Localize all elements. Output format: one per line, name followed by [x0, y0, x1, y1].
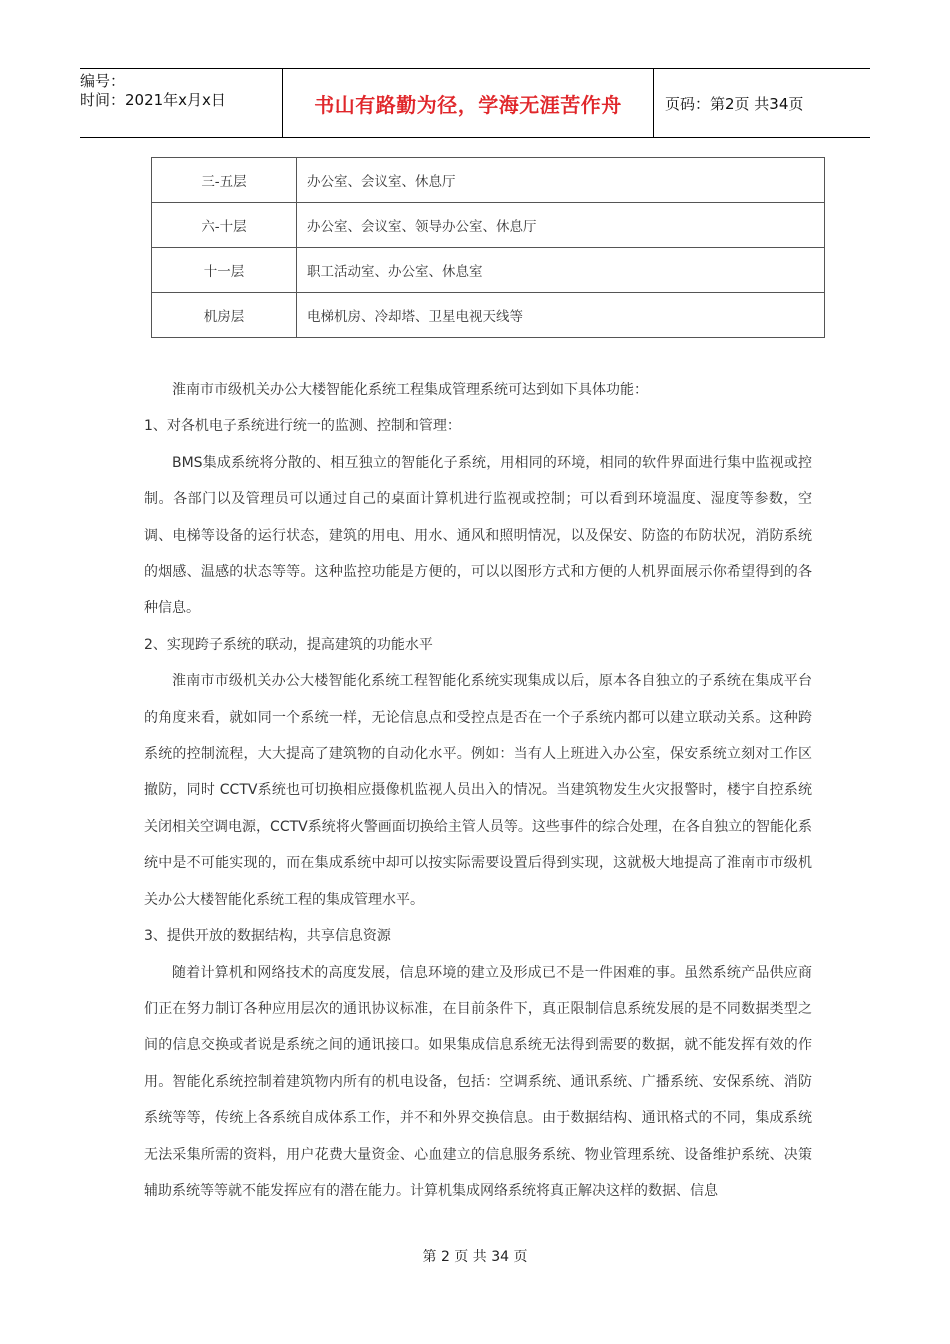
- header-page-info-cell: [654, 69, 870, 137]
- floor-cell: 十一层: [152, 248, 297, 293]
- usage-cell: 电梯机房、冷却塔、卫星电视天线等: [297, 293, 825, 338]
- section-heading-2: 2、实现跨子系统的联动，提高建筑的功能水平: [144, 636, 433, 653]
- intro-paragraph: 淮南市市级机关办公大楼智能化系统工程集成管理系统可达到如下具体功能：: [172, 382, 648, 398]
- page-header: [80, 68, 870, 138]
- table-row: [152, 293, 825, 338]
- usage-cell: 办公室、会议室、领导办公室、休息厅: [297, 203, 825, 248]
- time-label: 时间：2021年x月x日: [80, 91, 226, 109]
- usage-cell: 职工活动室、办公室、休息室: [297, 248, 825, 293]
- page-footer: 第 2 页 共 34 页: [422, 1249, 528, 1265]
- table-row: [152, 158, 825, 203]
- floor-cell: 六-十层: [152, 203, 297, 248]
- paragraph-3: 随着计算机和网络技术的高度发展，信息环境的建立及形成已不是一件困难的事。虽然系统产品供应商们正在努力制订各种应用层次的通讯协议标准，在目前条件下，真正限制信息系统发展的是不同数据类型之间的信息交换或者说是系统之间的通讯接口。如果集成信息系统无法得到需要的数据，就不能发挥有效的作用。智能化系统控制着建筑物内所有的机电设备，包括：空调系统、通讯系统、广播系统、安保系统、消防系统等等，传统上各系统自成体系工作，并不和外界交换信息。由于数据结构、通讯格式的不同，集成系统无法采集所需的资料，用户花费大量资金、心血建立的信息服务系统、物业管理系统、设备维护系统、决策辅助系统等等就不能发挥应有的潜在能力。计算机集成网络系统将真正解决这样的数据、信息: [144, 964, 812, 1199]
- header-motto-cell: [282, 69, 654, 137]
- code-label: 编号：: [80, 72, 126, 90]
- section-heading-3: 3、提供开放的数据结构，共享信息资源: [144, 928, 391, 945]
- header-meta: [80, 69, 282, 137]
- table-row: [152, 248, 825, 293]
- table-row: [152, 203, 825, 248]
- paragraph-1: BMS集成系统将分散的、相互独立的智能化子系统，用相同的环境，相同的软件界面进行集中监视或控制。各部门以及管理员可以通过自己的桌面计算机进行监视或控制；可以看到环境温度、湿度等参数，空调、电梯等设备的运行状态，建筑的用电、用水、通风和照明情况，以及保安、防盗的布防状况，消防系统的烟感、温感的状态等等。这种监控功能是方便的，可以以图形方式和方便的人机界面展示你希望得到的各种信息。: [144, 454, 812, 617]
- motto: 书山有路勤为径，学海无涯苦作舟: [314, 92, 622, 117]
- section-heading-1: 1、对各机电子系统进行统一的监测、控制和管理：: [144, 418, 461, 435]
- floor-cell: 三-五层: [152, 158, 297, 203]
- floor-cell: 机房层: [152, 293, 297, 338]
- paragraph-2: 淮南市市级机关办公大楼智能化系统工程智能化系统实现集成以后，原本各自独立的子系统在集成平台的角度来看，就如同一个系统一样，无论信息点和受控点是否在一个子系统内都可以建立联动关系。这种跨系统的控制流程，大大提高了建筑物的自动化水平。例如：当有人上班进入办公室，保安系统立刻对工作区撤防，同时 CCTV系统也可切换相应摄像机监视人员出入的情况。当建筑物发生火灾报警时，楼宇自控系统关闭相关空调电源，CCTV系统将火警画面切换给主管人员等。这些事件的综合处理，在各自独立的智能化系统中是不可能实现的，而在集成系统中却可以按实际需要设置后得到实现，这就极大地提高了淮南市市级机关办公大楼智能化系统工程的集成管理水平。: [144, 673, 812, 908]
- floor-usage-table: [151, 157, 825, 338]
- body-text: [144, 372, 812, 1209]
- usage-cell: 办公室、会议室、休息厅: [297, 158, 825, 203]
- page-info: 页码：第2页 共34页: [665, 94, 804, 113]
